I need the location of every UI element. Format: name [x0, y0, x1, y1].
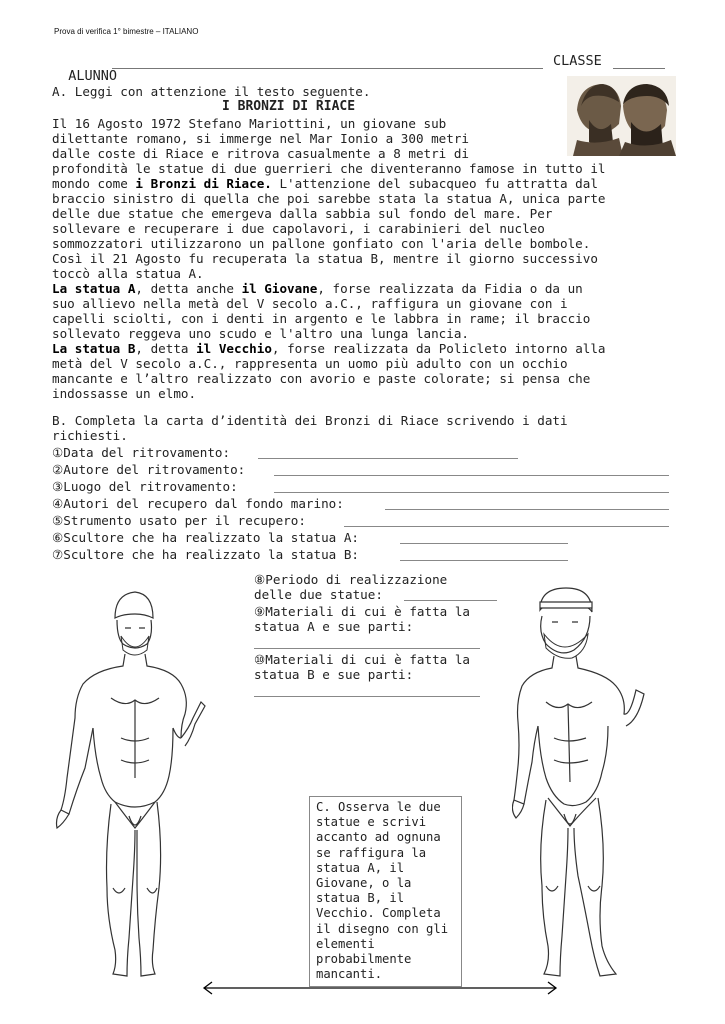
- p1-line-4: profondità le statue di due guerrieri che diventeranno famose in tutto il: [52, 161, 606, 176]
- p1-line-5-pre: mondo come: [52, 176, 136, 191]
- p1-line-8: sollevare e recuperare i due capolavori, i carabinieri del nucleo: [52, 221, 545, 236]
- statue-left-drawing: [55, 588, 215, 983]
- double-arrow: [200, 978, 560, 998]
- item-3-label: ③Luogo del ritrovamento:: [52, 479, 238, 494]
- item-9-blank[interactable]: [254, 648, 480, 649]
- pA-line-4: sollevato reggeva uno scudo e l'altro una lunga lancia.: [52, 326, 470, 341]
- alunno-label: ALUNNO: [68, 68, 118, 85]
- item-3-blank[interactable]: [274, 492, 669, 493]
- p1-line-10: Così il 21 Agosto fu recuperata la statua B, mentre il giorno successivo: [52, 251, 598, 266]
- p1-line-3: dalle coste di Riace e ritrova casualmente a 8 metri di: [52, 146, 470, 161]
- item-2-label: ②Autore del ritrovamento:: [52, 462, 246, 477]
- vecchio-bold: il Vecchio: [196, 341, 272, 356]
- section-c-text: C. Osserva le due statue e scrivi accanto ad ognuna se raffigura la statua A, il Giovane, o la statua B, il Vecchio. Completa il disegno con gli elementi probabilmente mancanti.: [316, 800, 449, 982]
- text-title: I BRONZI DI RIACE: [222, 99, 356, 114]
- p1-line-11: toccò alla statua A.: [52, 266, 204, 281]
- item-10-label-1: ⑩Materiali di cui è fatta la: [254, 652, 471, 667]
- item-1-blank[interactable]: [258, 458, 518, 459]
- pB-mid: , detta: [135, 341, 197, 356]
- pB-line-2: metà del V secolo a.C., rappresenta un uomo più adulto con un occhio: [52, 356, 568, 371]
- p1-line-1: Il 16 Agosto 1972 Stefano Mariottini, un giovane sub: [52, 116, 447, 131]
- statue-right-drawing: [512, 586, 647, 981]
- section-c-box: [309, 796, 462, 987]
- pB-post: , forse realizzata da Policleto intorno alla: [271, 341, 606, 356]
- p1-line-7: delle due statue che emergeva dalla sabbia sul fondo del mare. Per: [52, 206, 553, 221]
- item-8-blank[interactable]: [404, 600, 497, 601]
- p1-line-5-post: L'attenzione del subacqueo fu attratta dal: [271, 176, 598, 191]
- item-7-blank[interactable]: [400, 560, 568, 561]
- item-1-label: ①Data del ritrovamento:: [52, 445, 231, 460]
- item-6-label: ⑥Scultore che ha realizzato la statua A:: [52, 530, 359, 545]
- item-9-label-2: statua A e sue parti:: [254, 619, 414, 634]
- item-10-blank[interactable]: [254, 696, 480, 697]
- item-4-blank[interactable]: [385, 509, 669, 510]
- p1-line-2: dilettante romano, si immerge nel Mar Ionio a 300 metri: [52, 131, 470, 146]
- item-2-blank[interactable]: [274, 475, 669, 476]
- item-8-label-2: delle due statue:: [254, 587, 383, 602]
- pB-line-3: mancante e l’altro realizzato con avorio e paste colorate; si pensa che: [52, 371, 591, 386]
- section-a-instruction: A. Leggi con attenzione il testo seguente.: [52, 84, 371, 99]
- pA-line-2: suo allievo nella metà del V secolo a.C., raffigura un giovane con i: [52, 296, 568, 311]
- p1-line-9: sommozzatori utilizzarono un pallone gonfiato con l'aria delle bombole.: [52, 236, 591, 251]
- pA-post: , forse realizzata da Fidia o da un: [317, 281, 583, 296]
- giovane-bold: il Giovane: [241, 281, 318, 296]
- page-header: Prova di verifica 1° bimestre – ITALIANO: [54, 27, 199, 36]
- item-5-blank[interactable]: [344, 526, 669, 527]
- classe-blank[interactable]: [613, 68, 665, 69]
- alunno-row: [52, 54, 117, 84]
- pB-line-4: indossasse un elmo.: [52, 386, 197, 401]
- statua-a-bold: La statua A: [52, 281, 136, 296]
- item-4-label: ④Autori del recupero dal fondo marino:: [52, 496, 344, 511]
- section-b-instruction-2: richiesti.: [52, 428, 128, 443]
- p1-line-6: braccio sinistro di quella che poi sarebbe stata la statua A, unica parte: [52, 191, 606, 206]
- statua-b-bold: La statua B: [52, 341, 136, 356]
- section-b-instruction-1: B. Completa la carta d’identità dei Bronzi di Riace scrivendo i dati: [52, 413, 568, 428]
- p1-line-5: [52, 176, 598, 191]
- item-6-blank[interactable]: [400, 543, 568, 544]
- pB-line-1: [52, 341, 606, 356]
- bronzi-photo: [567, 76, 676, 156]
- item-10-label-2: statua B e sue parti:: [254, 667, 414, 682]
- item-8-label-1: ⑧Periodo di realizzazione: [254, 572, 448, 587]
- pA-line-3: capelli sciolti, con i denti in argento e le labbra in rame; il braccio: [52, 311, 591, 326]
- item-7-label: ⑦Scultore che ha realizzato la statua B:: [52, 547, 359, 562]
- item-5-label: ⑤Strumento usato per il recupero:: [52, 513, 306, 528]
- item-9-label-1: ⑨Materiali di cui è fatta la: [254, 604, 471, 619]
- bronzi-bold: i Bronzi di Riace.: [135, 176, 272, 191]
- alunno-blank[interactable]: [112, 68, 543, 69]
- pA-line-1: [52, 281, 583, 296]
- classe-label: CLASSE: [553, 53, 602, 69]
- pA-mid: , detta anche: [135, 281, 242, 296]
